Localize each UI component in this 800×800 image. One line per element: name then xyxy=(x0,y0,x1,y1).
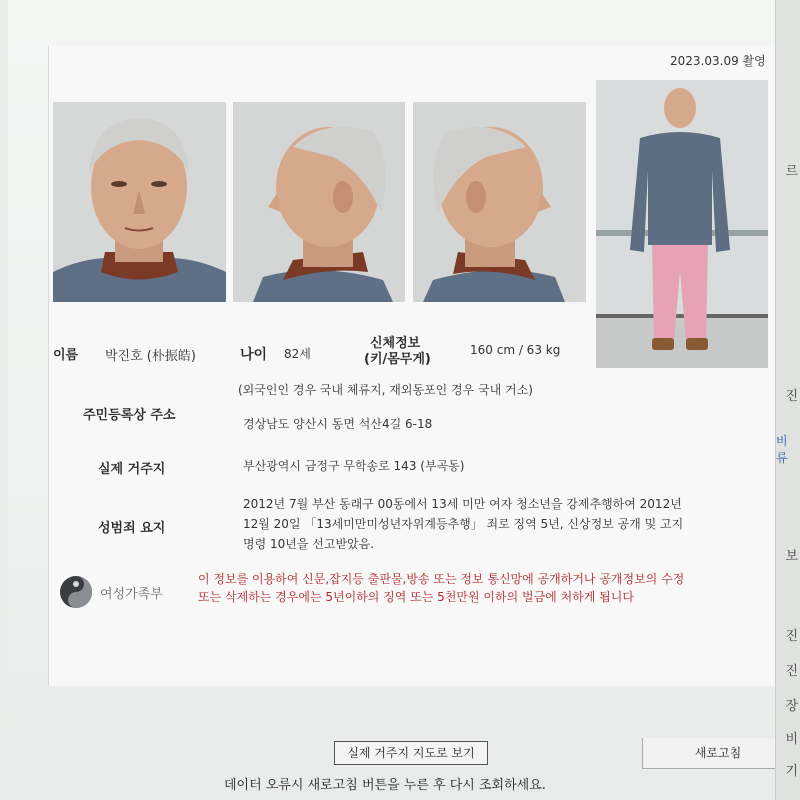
crime-summary-label: 성범죄 요지 xyxy=(98,521,166,536)
crime-line: 명령 10년을 선고받았음. xyxy=(243,537,375,551)
monitor-screen xyxy=(8,0,800,800)
ministry-name: 여성가족부 xyxy=(100,586,163,602)
address-label: 주민등록상 주소 xyxy=(83,408,176,423)
photo-left-profile xyxy=(233,102,405,302)
edge-text: 기 xyxy=(785,764,798,779)
age-value: 82세 xyxy=(284,347,311,361)
body-info-value: 160 cm / 63 kg xyxy=(470,343,561,357)
edge-text: 보 xyxy=(785,549,798,564)
name-value: 박진호 (朴振皓) xyxy=(105,349,196,364)
photo-date: 2023.03.09 촬영 xyxy=(670,54,766,68)
photo-front-face xyxy=(53,102,226,302)
photo-full-body xyxy=(596,80,768,368)
footer-message: 데이터 오류시 새로고침 버튼을 누른 후 다시 조회하세요. xyxy=(224,778,546,793)
residence-value: 부산광역시 금정구 무학송로 143 (부곡동) xyxy=(243,459,465,473)
address-note: (외국인인 경우 국내 체류지, 재외동포인 경우 국내 거소) xyxy=(238,383,533,397)
edge-text: 장 xyxy=(785,699,798,714)
refresh-button[interactable]: 새로고침 xyxy=(642,738,793,769)
ministry-logo xyxy=(58,574,163,610)
edge-text: 비류 xyxy=(776,434,788,465)
name-label: 이름 xyxy=(53,348,79,363)
address-value: 경상남도 양산시 동면 석산4길 6-18 xyxy=(243,417,433,431)
body-info-sublabel: (키/몸무게) xyxy=(364,352,431,367)
crime-summary-text xyxy=(243,494,763,554)
notice-line: 이 정보를 이용하여 신문,잡지등 출판물,방송 또는 정보 통신망에 공개하거나 공개정보의 수정 xyxy=(198,572,685,586)
edge-text: 진 xyxy=(785,629,798,644)
legal-notice xyxy=(198,570,773,606)
edge-text: 진 xyxy=(785,664,798,679)
edge-text: 진 xyxy=(785,389,798,404)
background-window-edge xyxy=(775,0,800,800)
crime-line: 12월 20일 「13세미만미성년자위계등추행」 죄로 징역 5년, 신상정보 공개 및 고지 xyxy=(243,517,684,531)
notice-line: 또는 삭제하는 경우에는 5년이하의 징역 또는 5천만원 이하의 벌금에 처하게 됩니다 xyxy=(198,590,634,604)
edge-text: 르 xyxy=(785,164,798,179)
residence-label: 실제 거주지 xyxy=(98,462,166,477)
photo-right-profile xyxy=(413,102,586,302)
body-info-label: 신체정보 xyxy=(370,336,421,351)
edge-text: 비 xyxy=(785,732,798,747)
view-residence-map-button[interactable]: 실제 거주지 지도로 보기 xyxy=(334,741,488,765)
age-label: 나이 xyxy=(240,347,268,363)
ministry-emblem-icon xyxy=(58,574,94,610)
crime-line: 2012년 7월 부산 동래구 00동에서 13세 미만 여자 청소년을 강제추행하여 2012년 xyxy=(243,497,682,511)
